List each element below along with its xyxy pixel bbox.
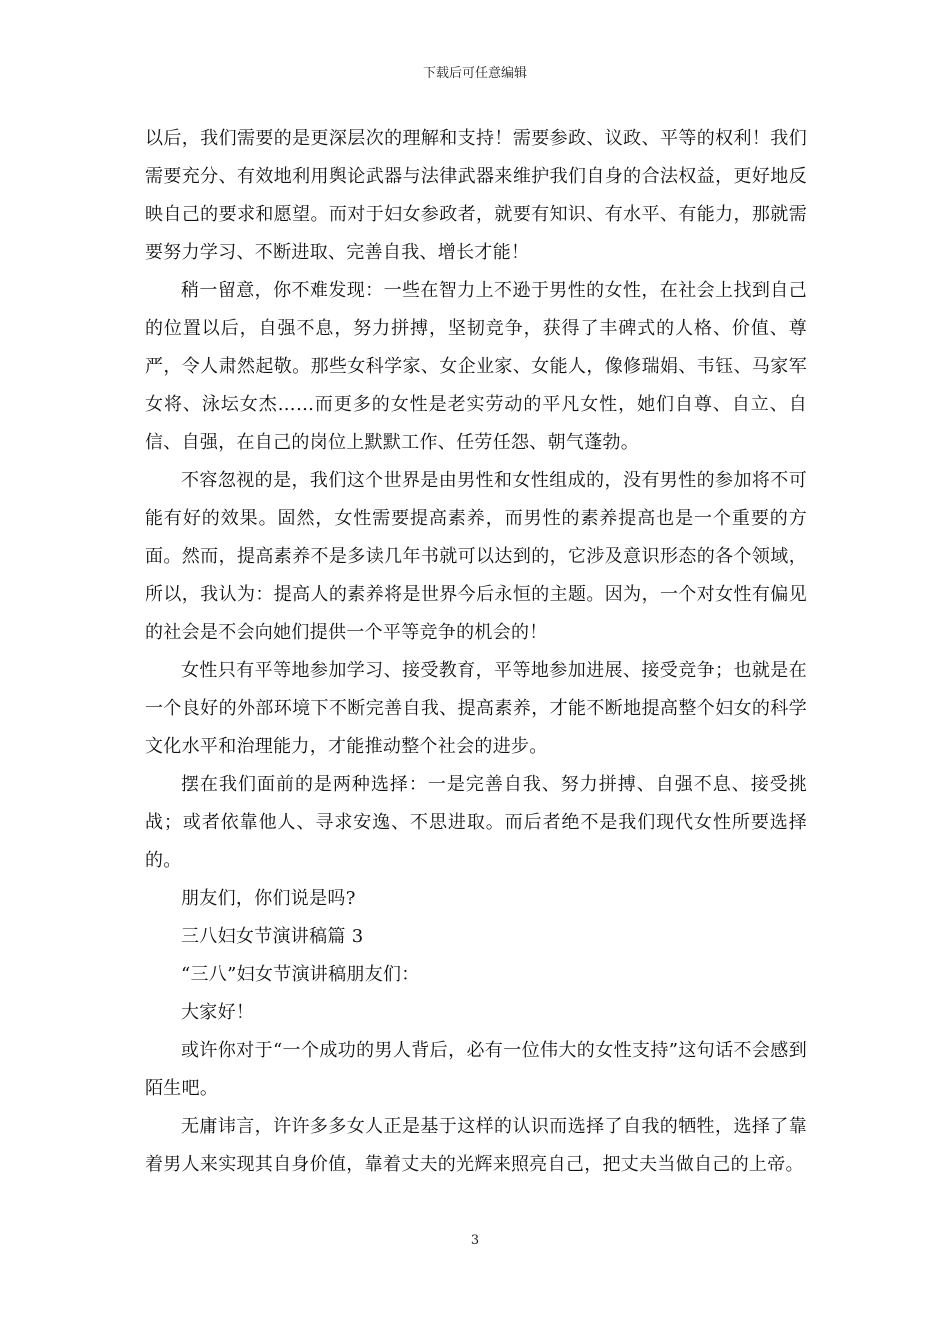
paragraph: 不容忽视的是，我们这个世界是由男性和女性组成的，没有男性的参加将不可能有好的效果。固然，女性需要提高素养，而男性的素养提高也是一个重要的方面。然而，提高素养不是多读几年书就可以达到的，它涉及意识形态的各个领域，所以，我认为：提高人的素养将是世界今后永恒的主题。因为，一个对女性有偏见的社会是不会向她们提供一个平等竞争的机会的！ [145, 470, 807, 643]
speech-heading: “三八”妇女节演讲稿朋友们： [181, 964, 420, 985]
page-number: 3 [470, 1233, 480, 1248]
paragraph-continuation: 以后，我们需要的是更深层次的理解和支持！需要参政、议政、平等的权利！我们需要充分、有效地利用舆论武器与法律武器来维护我们自身的合法权益，更好地反映自己的要求和愿望。而对于妇女参政者，就要有知识、有水平、有能力，那就需要努力学习、不断进取、完善自我、增长才能！ [145, 128, 807, 263]
document-body [145, 120, 807, 1184]
paragraph: 摆在我们面前的是两种选择：一是完善自我、努力拼搏、自强不息、接受挑战；或者依靠他人、寻求安逸、不思进取。而后者绝不是我们现代女性所要选择的。 [145, 774, 807, 871]
greeting: 大家好！ [181, 1002, 255, 1023]
paragraph: 朋友们，你们说是吗? [181, 888, 356, 909]
section-title: 三八妇女节演讲稿篇 3 [181, 926, 364, 947]
paragraph: 无庸讳言，许许多多女人正是基于这样的认识而选择了自我的牺牲，选择了靠着男人来实现其自身价值，靠着丈夫的光辉来照亮自己，把丈夫当做自己的上帝。 [145, 1116, 807, 1175]
paragraph: 或许你对于“一个成功的男人背后，必有一位伟大的女性支持”这句话不会感到陌生吧。 [145, 1040, 807, 1099]
page-header: 下载后可任意编辑 [422, 66, 527, 81]
paragraph: 女性只有平等地参加学习、接受教育，平等地参加进展、接受竞争；也就是在一个良好的外部环境下不断完善自我、提高素养，才能不断地提高整个妇女的科学文化水平和治理能力，才能推动整个社会的进步。 [145, 660, 807, 757]
paragraph: 稍一留意，你不难发现：一些在智力上不逊于男性的女性，在社会上找到自己的位置以后，自强不息，努力拼搏，坚韧竞争，获得了丰碑式的人格、价值、尊严，令人肃然起敬。那些女科学家、女企业家、女能人，像修瑞娟、韦钰、马家军女将、泳坛女杰……而更多的女性是老实劳动的平凡女性，她们自尊、自立、自信、自强，在自己的岗位上默默工作、任劳任怨、朝气蓬勃。 [145, 280, 807, 453]
